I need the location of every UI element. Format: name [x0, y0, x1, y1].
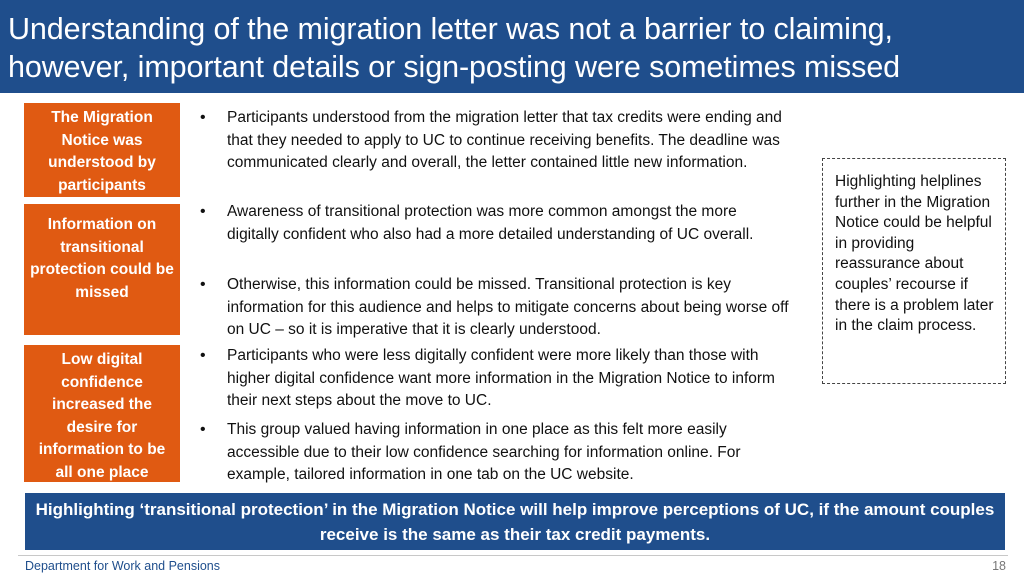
key-finding-banner: Highlighting ‘transitional protection’ in the Migration Notice will help improve perceptions of UC, if the amount couples receive is the same as their tax credit payments.: [25, 493, 1005, 550]
bullet-marker: •: [200, 203, 206, 220]
tag-migration-notice-understood: The Migration Notice was understood by participants: [24, 103, 180, 197]
bullet-item: [200, 201, 790, 246]
page-number: 18: [992, 559, 1006, 573]
page-title-line-1: Understanding of the migration letter was not a barrier to claiming,: [8, 12, 893, 46]
title-bar: [0, 0, 1024, 93]
bullet-marker: •: [200, 276, 206, 293]
page-title-line-2: however, important details or sign-posting were sometimes missed: [8, 50, 901, 84]
bullet-item: [200, 419, 790, 487]
bullet-text: Participants who were less digitally confident were more likely than those with higher digital confidence want more information in the Migration Notice to inform their next steps about the move to UC.: [227, 347, 775, 410]
tag-low-digital-confidence: Low digital confidence increased the desire for information to be all one place: [24, 345, 180, 482]
bullet-item: [200, 107, 790, 175]
helplines-callout-box: Highlighting helplines further in the Migration Notice could be helpful in providing reassurance about couples’ recourse if there is a problem later in the claim process.: [822, 158, 1006, 384]
bullet-text: Awareness of transitional protection was more common amongst the more digitally confident who also had a more detailed understanding of UC overall.: [227, 203, 754, 243]
footer-divider: [18, 555, 1008, 556]
bullet-item: [200, 345, 790, 413]
tag-transitional-protection-missed: Information on transitional protection could be missed: [24, 204, 180, 335]
bullet-text: Participants understood from the migration letter that tax credits were ending and that they needed to apply to UC to continue receiving benefits. The deadline was communicated clearly and overall, the letter contained little new information.: [227, 109, 782, 172]
bullet-marker: •: [200, 347, 206, 364]
bullet-item: [200, 274, 790, 342]
bullet-text: Otherwise, this information could be missed. Transitional protection is key information for this audience and helps to mitigate concerns about being worse off on UC – so it is imperative that it is clearly understood.: [227, 276, 789, 339]
bullet-marker: •: [200, 109, 206, 126]
bullet-text: This group valued having information in one place as this felt more easily accessible due to their low confidence searching for information online. For example, tailored information in one tab on the UC website.: [227, 421, 741, 484]
footer-organisation: Department for Work and Pensions: [25, 559, 221, 573]
bullet-marker: •: [200, 421, 206, 438]
